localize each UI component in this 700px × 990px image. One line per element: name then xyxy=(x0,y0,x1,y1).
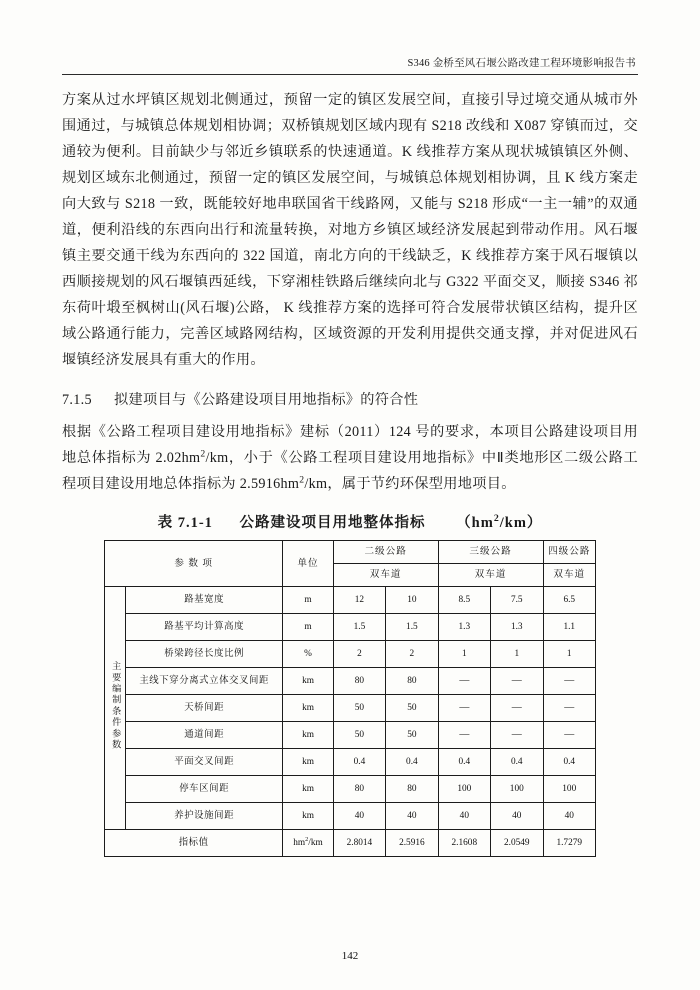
row-unit: km xyxy=(283,776,333,803)
row-value: 40 xyxy=(543,803,596,830)
header-param: 参 数 项 xyxy=(105,541,283,587)
row-unit: km xyxy=(283,668,333,695)
row-value: 1.7279 xyxy=(543,830,596,857)
header-grade4: 四级公路 xyxy=(543,541,596,564)
paragraph-1: 方案从过水坪镇区规划北侧通过，预留一定的镇区发展空间，直接引导过境交通从城市外围通过，与城镇总体规划相协调；双桥镇规划区域内现有 S218 改线和 X087 穿镇而过，交通较为便利。目前缺少与邻近乡镇联系的快速通道。K 线推荐方案从现状城镇镇区外侧、规划区域东北侧通过，预留一定的镇区发展空间，与城镇总体规划相协调，且 K 线方案走向大致与 S218 一致，既能较好地串联国省干线路网，又能与 S218 形成“一主一辅”的双通道，便利沿线的东西向出行和流量转换，对地方乡镇区域经济发展起到带动作用。风石堰镇主要交通干线为东西向的 322 国道，南北方向的干线缺乏，K 线推荐方案于风石堰镇以西顺接规划的风石堰镇西延线，下穿湘桂铁路后继续向北与 G322 平面交叉，顺接 S346 祁东荷叶塅至枫树山(风石堰)公路， K 线推荐方案的选择可符合发展带状镇区结构，提升区域公路通行能力，完善区域路网结构，区域资源的开发利用提供交通支撑，并对促进风石堰镇经济发展具有重大的作用。 xyxy=(62,92,638,368)
row-value: 50 xyxy=(386,695,438,722)
row-value: 100 xyxy=(491,776,543,803)
row-value: 80 xyxy=(386,776,438,803)
table-caption xyxy=(62,511,638,532)
row-value: 40 xyxy=(491,803,543,830)
row-unit xyxy=(283,830,333,857)
row-value: 1.3 xyxy=(438,614,490,641)
row-value: 8.5 xyxy=(438,587,490,614)
table-row xyxy=(105,641,596,668)
table-row xyxy=(105,668,596,695)
table-caption-title: 公路建设项目用地整体指标 xyxy=(239,515,426,531)
row-value: 40 xyxy=(438,803,490,830)
row-value: 2.8014 xyxy=(333,830,385,857)
row-value: 40 xyxy=(386,803,438,830)
row-value: 2 xyxy=(333,641,385,668)
section-title: 拟建项目与《公路建设项目用地指标》的符合性 xyxy=(114,392,419,408)
unit-prefix: （hm xyxy=(456,515,494,531)
row-param: 指标值 xyxy=(105,830,283,857)
row-value: 1.5 xyxy=(333,614,385,641)
row-param: 桥梁跨径长度比例 xyxy=(125,641,282,668)
row-unit: km xyxy=(283,695,333,722)
row-unit: m xyxy=(283,614,333,641)
table-row xyxy=(105,749,596,776)
row-unit: km xyxy=(283,749,333,776)
row-value: 1.3 xyxy=(491,614,543,641)
row-param: 主线下穿分离式立体交叉间距 xyxy=(125,668,282,695)
table-row xyxy=(105,695,596,722)
section-heading xyxy=(62,387,638,413)
row-value: 100 xyxy=(438,776,490,803)
row-value: 100 xyxy=(543,776,596,803)
unit-suffix: /km） xyxy=(499,515,543,531)
row-value: — xyxy=(543,668,596,695)
header-grade3: 三级公路 xyxy=(438,541,543,564)
land-use-index-table xyxy=(104,540,596,857)
row-value: 0.4 xyxy=(491,749,543,776)
table-container xyxy=(62,540,638,857)
row-value: 1 xyxy=(543,641,596,668)
row-value: 50 xyxy=(386,722,438,749)
row-value: 1 xyxy=(438,641,490,668)
row-unit: km xyxy=(283,722,333,749)
row-value: 80 xyxy=(333,776,385,803)
row-value: 0.4 xyxy=(543,749,596,776)
row-value: 2 xyxy=(386,641,438,668)
vertical-group-label-text: 主要编制条件参数 xyxy=(110,661,121,751)
row-value: 10 xyxy=(386,587,438,614)
paragraph-2 xyxy=(62,419,638,497)
row-value: 40 xyxy=(333,803,385,830)
row-value: — xyxy=(543,722,596,749)
row-value: 2.0549 xyxy=(491,830,543,857)
row-unit: km xyxy=(283,803,333,830)
page-footer xyxy=(0,950,700,962)
row-value: 50 xyxy=(333,722,385,749)
body-content xyxy=(62,87,638,497)
row-value: 0.4 xyxy=(333,749,385,776)
row-param: 路基平均计算高度 xyxy=(125,614,282,641)
row-param: 停车区间距 xyxy=(125,776,282,803)
table-row xyxy=(105,776,596,803)
table-caption-number: 表 7.1-1 xyxy=(157,515,213,531)
row-value: 2.1608 xyxy=(438,830,490,857)
row-value: 80 xyxy=(333,668,385,695)
row-param: 养护设施间距 xyxy=(125,803,282,830)
row-value: 6.5 xyxy=(543,587,596,614)
header-g2-lanes: 双车道 xyxy=(333,564,438,587)
header-g3-lanes: 双车道 xyxy=(438,564,543,587)
row-value: 0.4 xyxy=(438,749,490,776)
row-value: 1 xyxy=(491,641,543,668)
row-param: 路基宽度 xyxy=(125,587,282,614)
row-value: 12 xyxy=(333,587,385,614)
row-param: 平面交叉间距 xyxy=(125,749,282,776)
page-number: 142 xyxy=(341,950,359,962)
paragraph-2-part3: /km，属于节约环保型用地项目。 xyxy=(304,476,516,492)
unit-sup: 2 xyxy=(493,513,500,525)
row-value: 80 xyxy=(386,668,438,695)
running-title: S346 金桥至风石堰公路改建工程环境影响报告书 xyxy=(407,58,636,69)
header-divider xyxy=(62,74,638,75)
row-value: 7.5 xyxy=(491,587,543,614)
row-unit: % xyxy=(283,641,333,668)
row-param: 天桥间距 xyxy=(125,695,282,722)
row-unit-tail: /km xyxy=(308,837,323,848)
table-row xyxy=(105,803,596,830)
page-header xyxy=(62,55,638,70)
table-caption-unit xyxy=(456,515,542,531)
header-g4-lanes: 双车道 xyxy=(543,564,596,587)
row-value: — xyxy=(543,695,596,722)
vertical-group-label xyxy=(105,587,126,830)
row-unit-base: hm xyxy=(293,837,306,848)
row-value: — xyxy=(491,695,543,722)
paragraph-2-part2: /km，小于《公路工程项目建设用地指标》中Ⅱ类地形区二级公路工程项目建设用地总体指标为 2.5916hm xyxy=(62,450,639,492)
section-number: 7.1.5 xyxy=(62,392,92,408)
table-row-total xyxy=(105,830,596,857)
paragraph-2-sup2: 2 xyxy=(299,474,305,486)
row-value: 1.1 xyxy=(543,614,596,641)
row-value: 0.4 xyxy=(386,749,438,776)
table-row xyxy=(105,722,596,749)
row-value: 1.5 xyxy=(386,614,438,641)
row-value: 2.5916 xyxy=(386,830,438,857)
row-value: — xyxy=(438,695,490,722)
row-value: 50 xyxy=(333,695,385,722)
header-unit: 单位 xyxy=(283,541,333,587)
header-grade2: 二级公路 xyxy=(333,541,438,564)
paragraph-2-sup1: 2 xyxy=(200,448,206,460)
row-value: — xyxy=(491,668,543,695)
paragraph-2-part1: 根据《公路工程项目建设用地指标》建标（2011）124 号的要求，本项目公路建设项目用地总体指标为 2.02hm xyxy=(62,424,638,466)
row-unit-sup: 2 xyxy=(305,835,309,843)
table-header-row-1 xyxy=(105,541,596,564)
row-param: 通道间距 xyxy=(125,722,282,749)
row-value: — xyxy=(491,722,543,749)
table-row xyxy=(105,614,596,641)
row-unit: m xyxy=(283,587,333,614)
row-value: — xyxy=(438,722,490,749)
row-value: — xyxy=(438,668,490,695)
table-row xyxy=(105,587,596,614)
